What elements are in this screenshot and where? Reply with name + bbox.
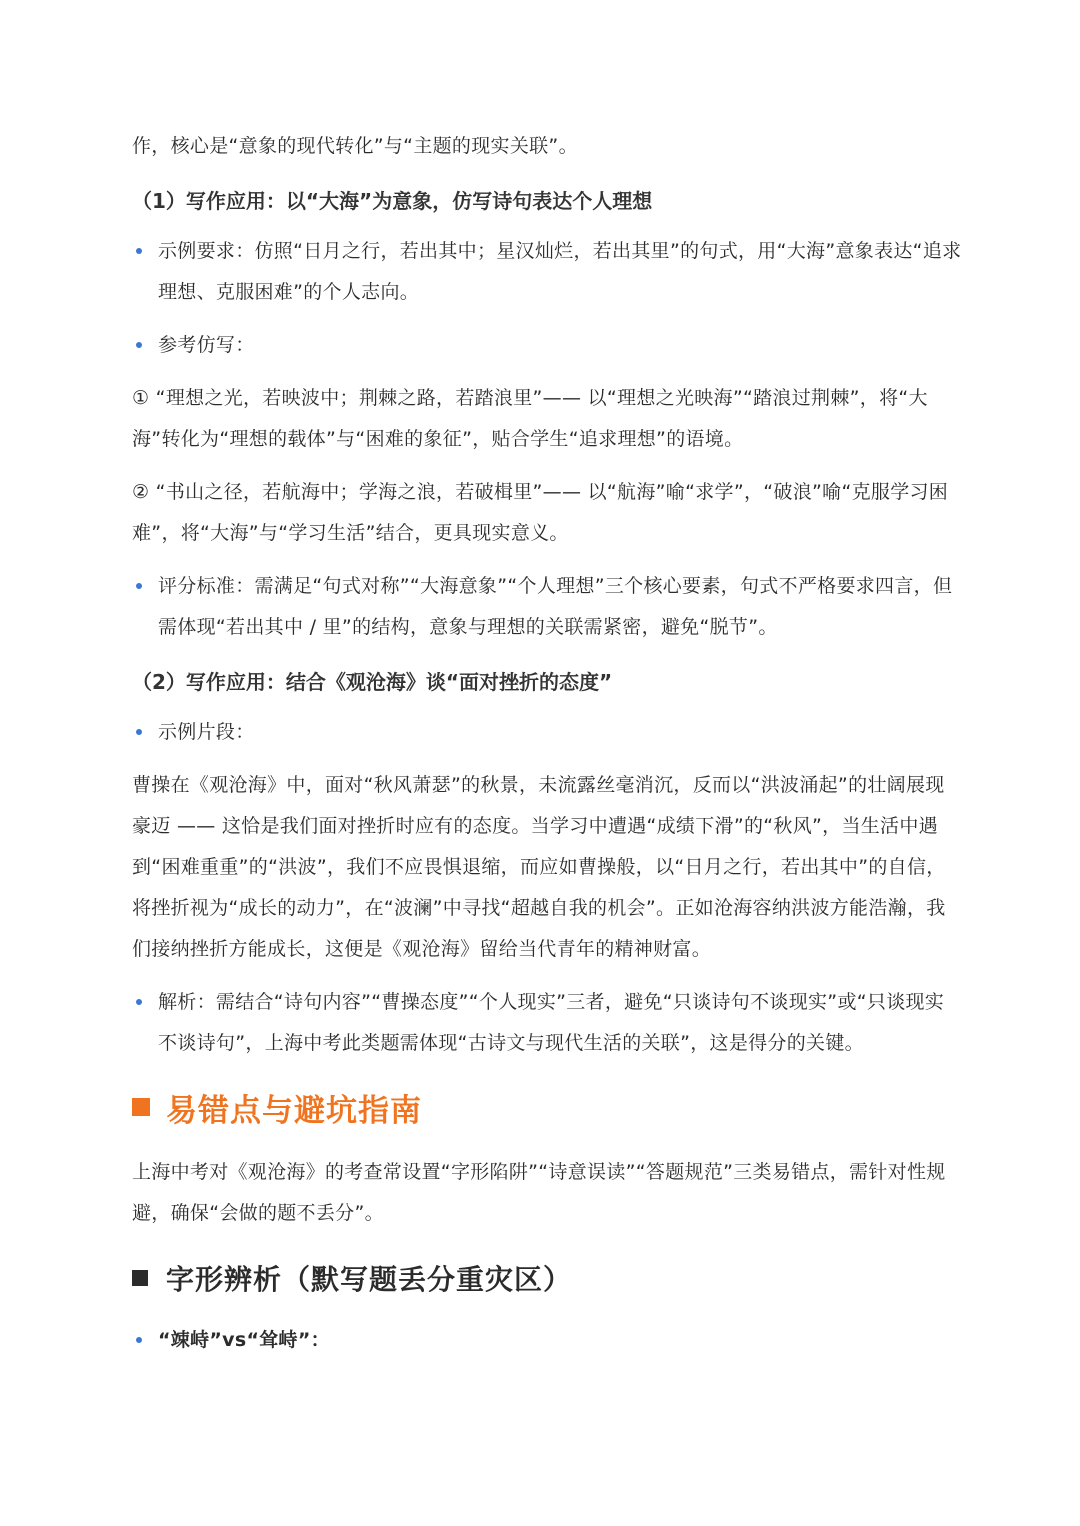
list-item-analysis — [132, 982, 962, 1064]
orange-square-icon — [132, 1098, 150, 1116]
bullet-dot-icon — [136, 583, 142, 589]
analysis-text: 解析：需结合“诗句内容”“曹操态度”“个人现实”三者，避免“只谈诗句不谈现实”或“只谈现实不谈诗句”，上海中考此类题需体现“古诗文与现代生活的关联”，这是得分的关键。 — [158, 991, 945, 1054]
bullet-dot-icon — [136, 342, 142, 348]
section2-heading: （2）写作应用：结合《观沧海》谈“面对挫折的态度” — [132, 670, 613, 694]
section3-paragraph: 上海中考对《观沧海》的考查常设置“字形陷阱”“诗意误读”“答题规范”三类易错点，需针对性规避，确保“会做的题不丢分”。 — [132, 1161, 946, 1224]
requirement-text: 示例要求：仿照“日月之行，若出其中；星汉灿烂，若出其里”的句式，用“大海”意象表达“追求理想、克服困难”的个人志向。 — [158, 240, 962, 303]
section4-heading — [132, 1248, 962, 1308]
section4-heading-text: 字形辨析（默写题丢分重灾区） — [166, 1263, 573, 1296]
reference-text: 参考仿写： — [158, 334, 255, 356]
glyph-compare-text: “竦峙”vs“耸峙”： — [158, 1329, 330, 1351]
sample-paragraph: 曹操在《观沧海》中，面对“秋风萧瑟”的秋景，未流露丝毫消沉，反而以“洪波涌起”的壮阔展现豪迈 —— 这恰是我们面对挫折时应有的态度。当学习中遭遇“成绩下滑”的“秋风”，当生活中遇到“困难重重”的“洪波”，我们不应畏惧退缩，而应如曹操般，以“日月之行，若出其中”的自信，将挫折视为“成长的动力”，在“波澜”中寻找“超越自我的机会”。正如沧海容纳洪波方能浩瀚，我们接纳挫折方能成长，这便是《观沧海》留给当代青年的精神财富。 — [132, 774, 946, 960]
intro-paragraph: 作，核心是“意象的现代转化”与“主题的现实关联”。 — [132, 135, 578, 157]
list-item-requirement — [132, 231, 962, 313]
scoring-text: 评分标准：需满足“句式对称”“大海意象”“个人理想”三个核心要素，句式不严格要求四言，但需体现“若出其中 / 里”的结构，意象与理想的关联需紧密，避免“脱节”。 — [158, 575, 953, 638]
list-item-fragment — [132, 712, 962, 753]
black-square-icon — [132, 1270, 148, 1286]
bullet-dot-icon — [136, 1337, 142, 1343]
fragment-text: 示例片段： — [158, 721, 255, 743]
list-item-reference — [132, 325, 962, 366]
section3-heading — [132, 1076, 962, 1138]
document-body — [132, 126, 962, 1373]
example-1-paragraph: ① “理想之光，若映波中；荆棘之路，若踏浪里”—— 以“理想之光映海”“踏浪过荆棘”，将“大海”转化为“理想的载体”与“困难的象征”，贴合学生“追求理想”的语境。 — [132, 387, 928, 450]
list-item-scoring — [132, 566, 962, 648]
bullet-dot-icon — [136, 999, 142, 1005]
section3-heading-text: 易错点与避坑指南 — [166, 1092, 422, 1129]
bullet-dot-icon — [136, 729, 142, 735]
example-2-paragraph: ② “书山之径，若航海中；学海之浪，若破楫里”—— 以“航海”喻“求学”，“破浪”喻“克服学习困难”，将“大海”与“学习生活”结合，更具现实意义。 — [132, 481, 949, 544]
section1-heading: （1）写作应用：以“大海”为意象，仿写诗句表达个人理想 — [132, 189, 653, 213]
bullet-dot-icon — [136, 248, 142, 254]
list-item-glyph-compare — [132, 1320, 962, 1361]
